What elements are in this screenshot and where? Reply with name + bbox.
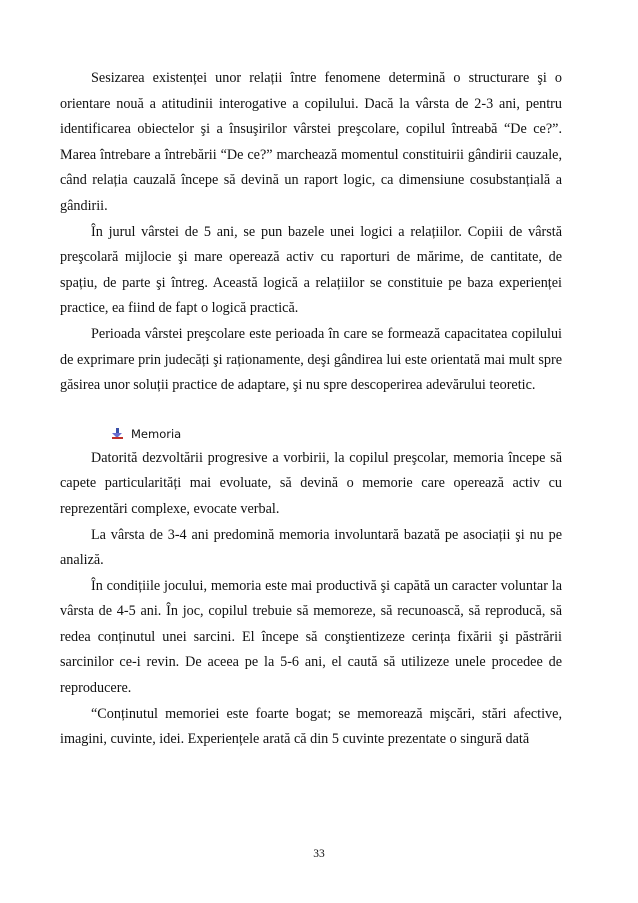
document-body	[60, 66, 562, 753]
paragraph-memory-development: Datorită dezvoltării progresive a vorbirii, la copilul preşcolar, memoria începe să capete particularități mai evoluate, să devină o memorie care operează activ cu reprezentări complexe, evocate verbal.	[60, 449, 562, 517]
section-heading-memoria	[60, 422, 562, 446]
paragraph-involuntary-memory: La vârsta de 3-4 ani predomină memoria involuntară bazată pe asociații şi nu pe analiză.	[60, 526, 562, 569]
section-heading-text: Memoria	[131, 426, 182, 441]
paragraph-logic-of-relations: În jurul vârstei de 5 ani, se pun bazele unei logici a relațiilor. Copiii de vârstă preşcolară mijlocie şi mare operează activ cu raporturi de mărime, de cantitate, de spațiu, de parte şi întreg. Această logică a relațiilor se constituie pe baza experienței practice, ea fiind de fapt o logică practică.	[60, 223, 562, 317]
paragraph-judgement-reasoning: Perioada vârstei preşcolare este perioada în care se formează capacitatea copilului de exprimare prin judecăți şi raționamente, deşi gândirea lui este orientată mai mult spre găsirea unor soluții practice de adaptare, şi nu spre descoperirea adevărului teoretic.	[60, 325, 562, 394]
paragraph-voluntary-memory: În condițiile jocului, memoria este mai productivă şi capătă un caracter voluntar la vârsta de 4-5 ani. În joc, copilul trebuie să memoreze, să recunoască, să reproducă, să redea conținutul unei sarcini. El începe să conştientizeze cerința fixării şi păstrării sarcinilor ce-i revin. De aceea pe la 5-6 ani, el caută să utilizeze unele procedee de reproducere.	[60, 577, 562, 697]
page-number: 33	[313, 848, 325, 860]
paragraph-memory-content: “Conținutul memoriei este foarte bogat; se memorează mişcări, stări afective, imagini, cuvinte, idei. Experiențele arată că din 5 cuvinte prezentate o singură dată	[60, 705, 562, 748]
paragraph-causal-thinking: Sesizarea existenței unor relații între fenomene determină o structurare şi o orientare nouă a atitudinii interogative a copilului. Dacă la vârsta de 2-3 ani, pentru identificarea obiectelor şi a însuşirilor vârstei preşcolare, copilul întreabă “De ce?”. Marea întrebare a întrebării “De ce?” marchează momentul constituirii gândirii cauzale, când relația cauzală începe să devină un raport logic, ca dimensiune cosubstanțială a gândirii.	[60, 70, 562, 214]
bullet-arrow-icon	[112, 428, 123, 439]
